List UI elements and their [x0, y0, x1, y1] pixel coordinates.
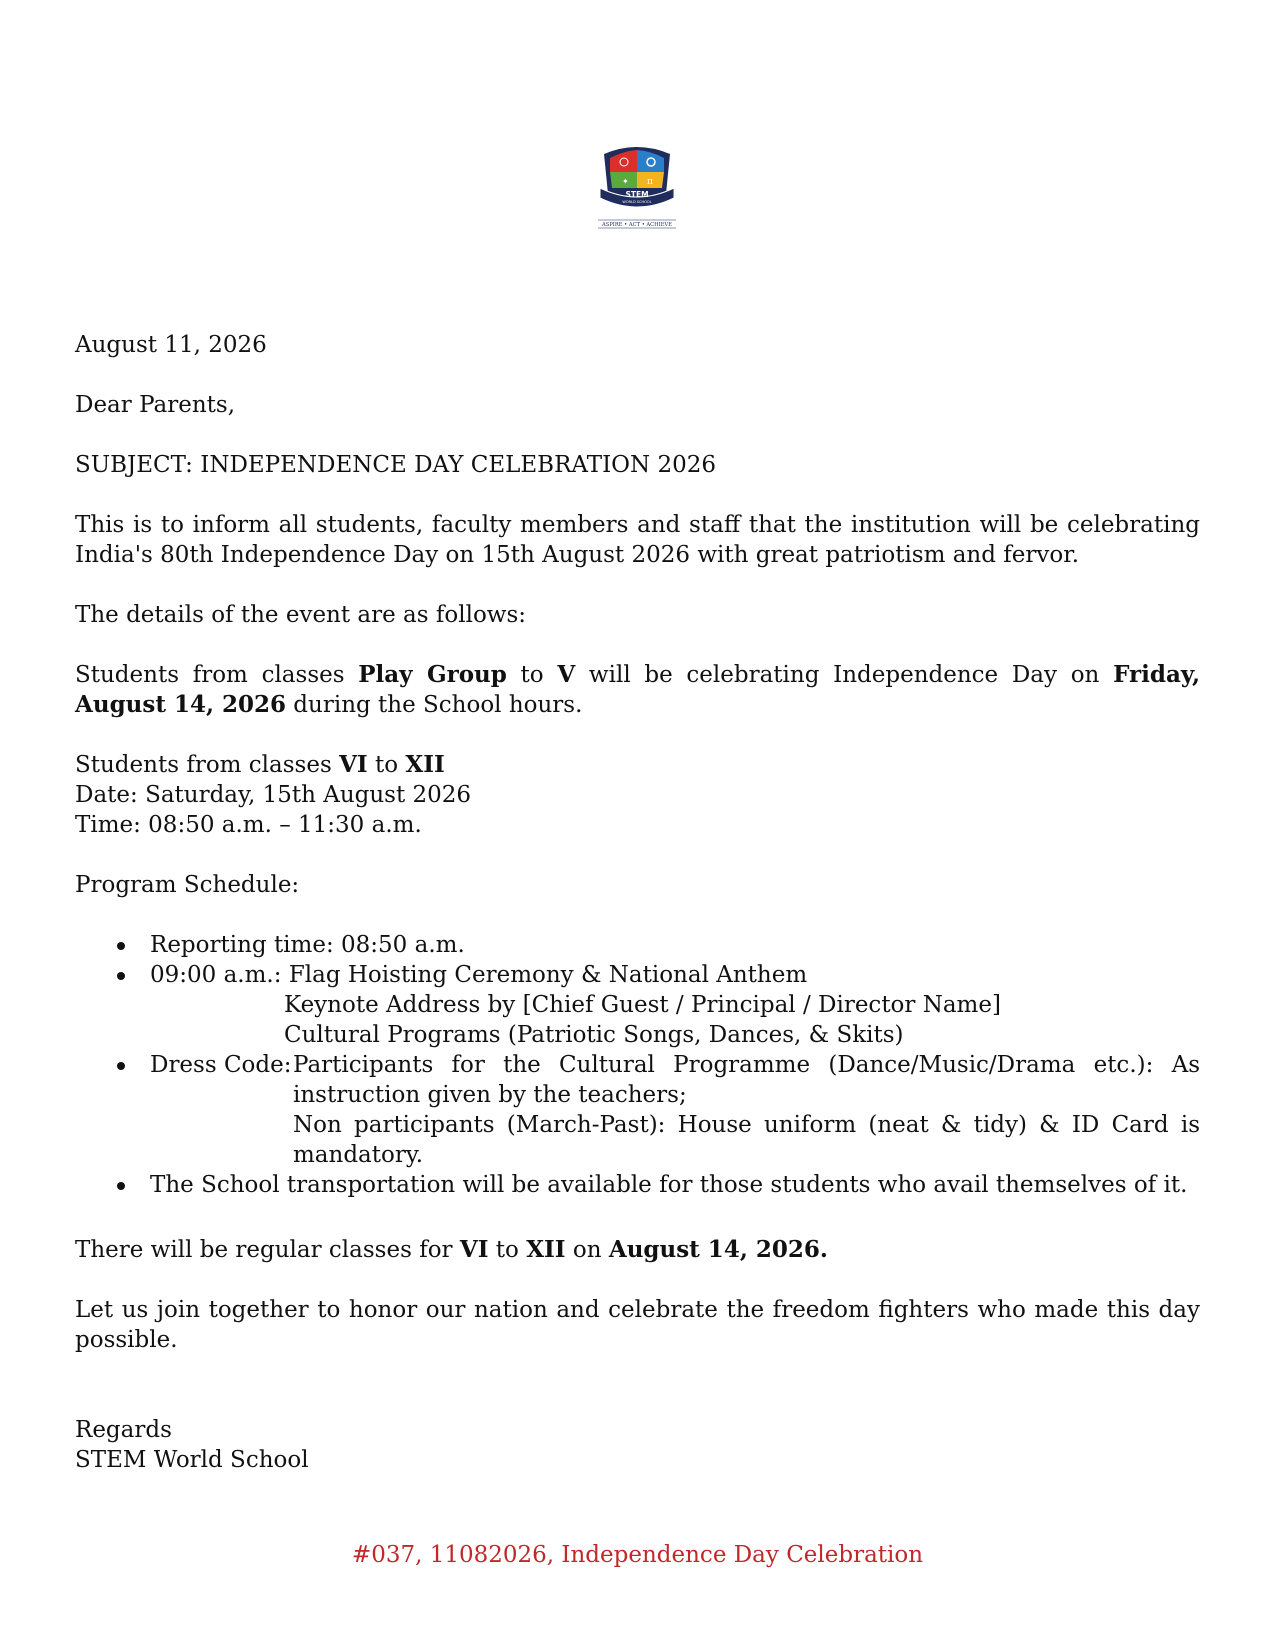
schedule-item: Cultural Programs (Patriotic Songs, Dances, & Skits): [284, 1022, 904, 1048]
junior-event-date: Friday, August 14, 2026: [75, 661, 1201, 718]
class-range-start: Play Group: [358, 661, 507, 688]
transport-note: The School transportation will be available for those students who avail themselves of it.: [150, 1172, 1188, 1198]
schedule-time: 09:00 a.m.:: [150, 962, 289, 988]
text-run: Students from classes: [75, 662, 359, 688]
logo-name-bottom: WORLD SCHOOL: [622, 200, 652, 204]
salutation: Dear Parents,: [75, 392, 236, 418]
text-run: There will be regular classes for: [75, 1237, 460, 1263]
subject-line: SUBJECT: INDEPENDENCE DAY CELEBRATION 2026: [75, 452, 717, 478]
reference-footer: #037, 11082026, Independence Day Celebration: [351, 1542, 924, 1568]
list-item: [75, 960, 1200, 1050]
senior-time-line: Time: 08:50 a.m. – 11:30 a.m.: [75, 812, 422, 838]
bullet-icon: [117, 942, 125, 950]
logo-motto: ASPIRE • ACT • ACHIEVE: [601, 222, 673, 228]
class-range-end: V: [557, 661, 576, 688]
senior-classes-line: [75, 750, 1200, 780]
senior-classes-block: [75, 750, 1200, 840]
school-crest-icon: [596, 142, 678, 232]
dress-code-non-participants: Non participants (March-Past): House uniform (neat & tidy) & ID Card is mandatory.: [293, 1112, 1200, 1168]
list-item: [75, 1170, 1200, 1200]
junior-classes-paragraph: [75, 660, 1200, 720]
dress-code-participants: Participants for the Cultural Programme (Dance/Music/Drama etc.): As instruction given by the teachers;: [293, 1052, 1200, 1108]
bullet-icon: [117, 972, 125, 980]
text-run: to: [367, 752, 406, 778]
schedule-heading: Program Schedule:: [75, 872, 300, 898]
list-item: [75, 1050, 1200, 1170]
class-range-start: VI: [459, 1236, 489, 1263]
closing-paragraph: Let us join together to honor our nation and celebrate the freedom fighters who made this day possible.: [75, 1297, 1200, 1353]
bullet-icon: [117, 1062, 125, 1070]
list-item: [75, 930, 1200, 960]
schedule-item: Flag Hoisting Ceremony & National Anthem: [288, 962, 808, 988]
signature-school-name: STEM World School: [75, 1447, 309, 1473]
text-run: to: [488, 1237, 527, 1263]
text-run: during the School hours.: [286, 692, 583, 718]
class-range-end: XII: [526, 1236, 566, 1263]
text-run: Students from classes: [75, 752, 340, 778]
intro-paragraph: This is to inform all students, faculty members and staff that the institution will be celebrating India's 80th Independence Day on 15th August 2026 with great patriotism and fervor.: [75, 512, 1200, 568]
logo-name-top: STEM: [625, 190, 649, 199]
text-run: on: [565, 1237, 609, 1263]
school-logo: [596, 142, 678, 232]
schedule-item: Keynote Address by [Chief Guest / Principal / Director Name]: [284, 992, 1001, 1018]
regards: Regards: [75, 1417, 172, 1443]
bullet-icon: [117, 1182, 125, 1190]
dress-code-label: Dress Code:: [150, 1052, 292, 1078]
details-intro: The details of the event are as follows:: [75, 602, 527, 628]
senior-date-line: Date: Saturday, 15th August 2026: [75, 782, 472, 808]
class-range-start: VI: [339, 751, 368, 778]
text-run: will be celebrating Independence Day on: [575, 662, 1114, 688]
text-run: to: [506, 662, 558, 688]
class-range-end: XII: [405, 751, 445, 778]
svg-text:π: π: [647, 177, 653, 187]
regular-classes-paragraph: [75, 1235, 1200, 1265]
letter-date: August 11, 2026: [75, 332, 267, 358]
regular-classes-date: August 14, 2026.: [608, 1236, 828, 1263]
svg-text:✦: ✦: [622, 177, 629, 186]
program-schedule-list: [75, 930, 1200, 1200]
reporting-time: Reporting time: 08:50 a.m.: [150, 932, 465, 958]
